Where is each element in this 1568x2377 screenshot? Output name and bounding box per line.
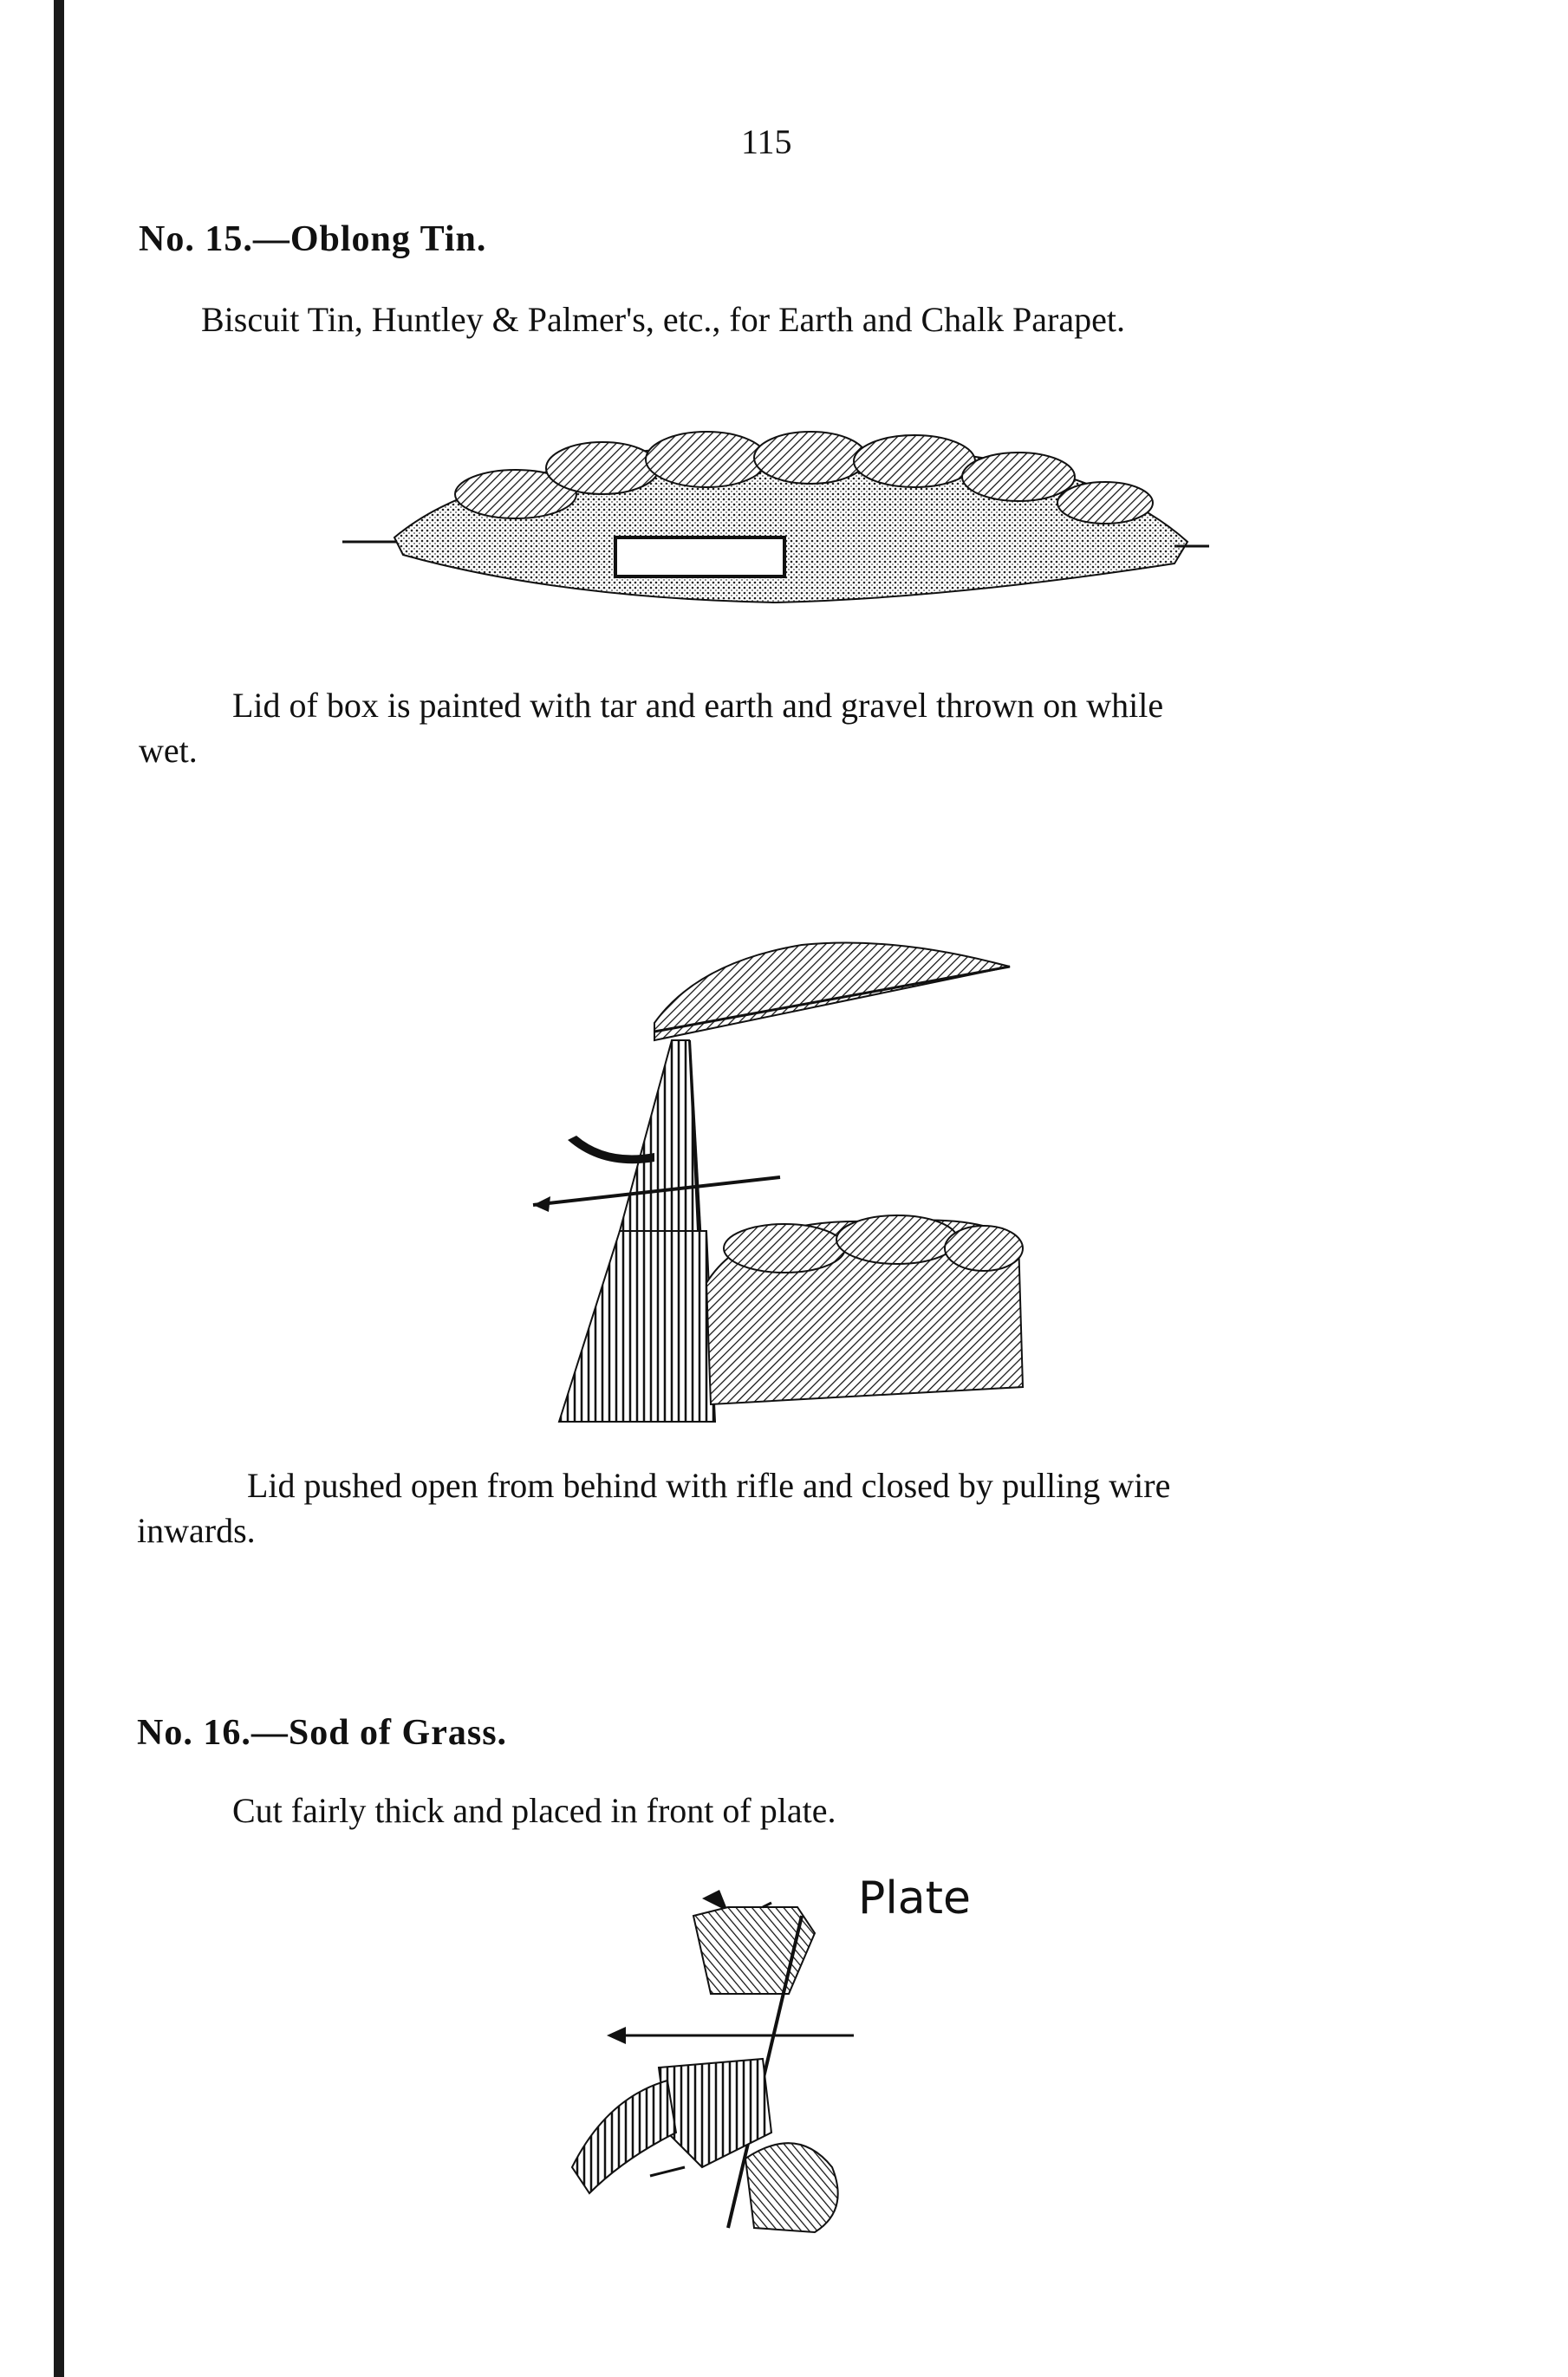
plate-label: Plate [858, 1872, 972, 1924]
section-16-heading: No. 16.—Sod of Grass. [137, 1713, 508, 1753]
section-15-subtitle: Biscuit Tin, Huntley & Palmer's, etc., for Earth and Chalk Parapet. [201, 300, 1125, 339]
section-15-caption-2-line-1: Lid pushed open from behind with rifle and closed by pulling wire [247, 1466, 1171, 1505]
section-16-subtitle: Cut fairly thick and placed in front of plate. [232, 1791, 836, 1830]
section-15-caption-1-line-2: wet. [139, 731, 198, 770]
section-15-caption-2-line-2: inwards. [137, 1511, 256, 1550]
figure-parapet-tin [342, 425, 1209, 607]
page-number: 115 [741, 122, 792, 161]
figure-sod-plate [555, 1881, 867, 2245]
section-15-heading: No. 15.—Oblong Tin. [139, 219, 487, 259]
section-15-caption-1-line-1: Lid of box is painted with tar and earth and gravel thrown on while [232, 686, 1164, 725]
figure-lid-open-rifle [524, 902, 1062, 1439]
page-binding-edge [54, 0, 64, 2377]
